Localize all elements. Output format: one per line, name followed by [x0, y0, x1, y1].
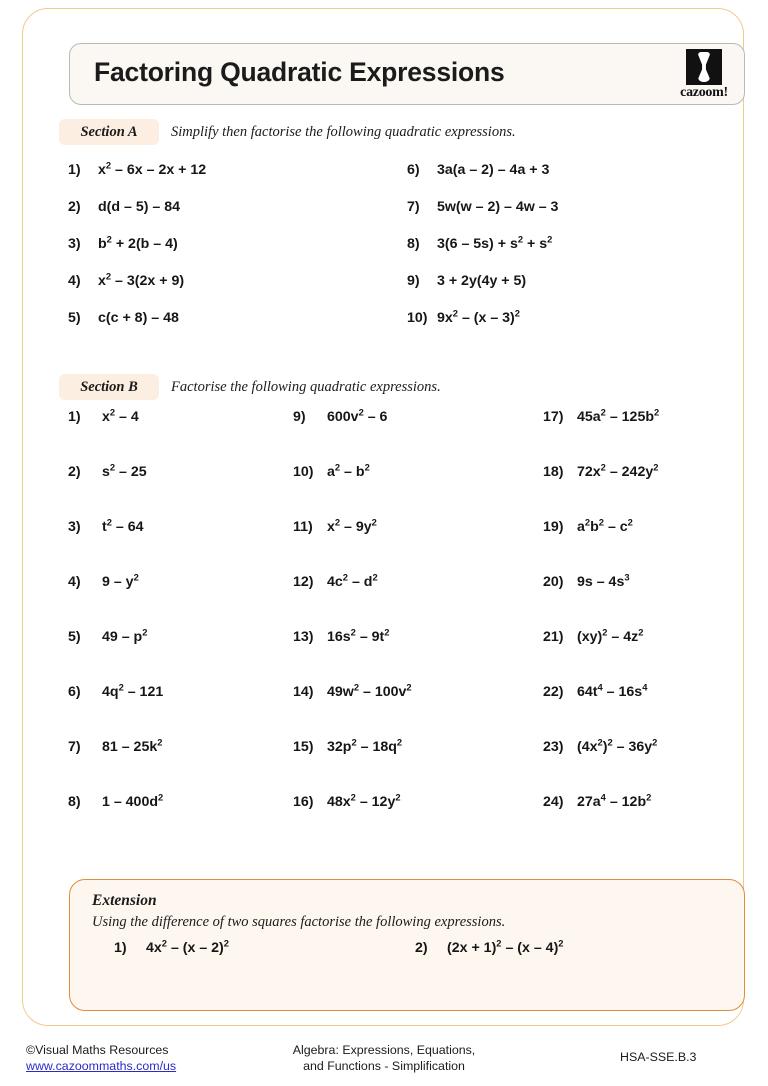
question-item	[543, 519, 633, 535]
question-item	[293, 574, 378, 590]
question-expression: $x^2 - 6x - 2x + 12$	[98, 160, 207, 178]
question-expression: $a^2 - b^2$	[327, 462, 370, 480]
question-number: 10)	[293, 464, 314, 480]
question-expression: $x^2 - 4$	[102, 407, 139, 425]
question-number: 6)	[68, 684, 81, 700]
question-expression: $(xy)^2 - 4z^2$	[577, 627, 644, 645]
page-footer	[0, 1038, 768, 1086]
question-expression: $4c^2 - d^2$	[327, 572, 378, 590]
question-item	[407, 236, 552, 252]
question-number: 19)	[543, 519, 564, 535]
question-number: 22)	[543, 684, 564, 700]
question-number: 1)	[68, 162, 81, 178]
question-item	[543, 409, 659, 425]
question-item	[293, 519, 377, 535]
question-number: 7)	[407, 199, 420, 215]
question-number: 4)	[68, 574, 81, 590]
question-number: 9)	[407, 273, 420, 289]
question-number: 5)	[68, 310, 81, 326]
section-b-label: Section B	[80, 379, 138, 395]
question-item	[68, 739, 162, 755]
section-a-instruction: Simplify then factorise the following quadratic expressions.	[171, 124, 516, 140]
question-expression: 3 + 2y(4y + 5)	[437, 273, 527, 289]
question-expression: $49 - p^2$	[102, 627, 148, 645]
question-expression: $72x^2 - 242y^2$	[577, 462, 659, 480]
question-item	[68, 409, 139, 425]
question-item	[68, 574, 139, 590]
question-item	[68, 629, 147, 645]
question-item	[68, 464, 147, 480]
cazoom-vase-logo-icon	[686, 49, 722, 85]
question-item	[407, 162, 549, 178]
question-item	[293, 409, 387, 425]
footer-topic-line-2: and Functions - Simplification	[303, 1059, 465, 1073]
question-number: 21)	[543, 629, 564, 645]
question-number: 8)	[68, 794, 81, 810]
question-item	[68, 162, 206, 178]
question-expression: $4x^2 - (x - 2)^2$	[146, 938, 229, 956]
question-item	[543, 684, 647, 700]
question-expression: $27a^4 - 12b^2$	[577, 792, 652, 810]
question-item	[68, 273, 184, 289]
question-number: 18)	[543, 464, 564, 480]
question-expression: $3(6 - 5s) + s^2 + s^2$	[437, 234, 553, 252]
question-item	[407, 310, 520, 326]
question-expression: 3a(a – 2) – 4a + 3	[437, 162, 550, 178]
worksheet-page	[22, 8, 744, 1026]
cazoom-logo	[676, 49, 732, 101]
question-number: 10)	[407, 310, 428, 326]
extension-question-1	[114, 940, 229, 956]
question-item	[293, 684, 412, 700]
question-expression: $x^2 - 3(2x + 9)$	[98, 271, 185, 289]
question-item	[543, 794, 651, 810]
question-expression: $81 - 25k^2$	[102, 737, 163, 755]
question-expression: $t^2 - 64$	[102, 517, 144, 535]
vase-shape	[698, 52, 710, 82]
question-number: 23)	[543, 739, 564, 755]
question-number: 17)	[543, 409, 564, 425]
question-number: 12)	[293, 574, 314, 590]
question-expression: $1 - 400d^2$	[102, 792, 164, 810]
question-number: 3)	[68, 519, 81, 535]
question-item	[68, 519, 144, 535]
question-expression: $9s - 4s^3$	[577, 572, 630, 590]
question-number: 7)	[68, 739, 81, 755]
footer-standard-code: HSA-SSE.B.3	[620, 1050, 697, 1064]
question-expression: $(2x + 1)^2 - (x - 4)^2$	[447, 938, 564, 956]
question-item	[293, 794, 401, 810]
question-item	[543, 574, 630, 590]
question-expression: c(c + 8) – 48	[98, 310, 179, 326]
question-item	[68, 236, 178, 252]
question-number: 3)	[68, 236, 81, 252]
question-item	[543, 629, 643, 645]
question-expression: $16s^2 - 9t^2$	[327, 627, 390, 645]
question-expression: $9x^2 - (x - 3)^2$	[437, 308, 520, 326]
question-number: 15)	[293, 739, 314, 755]
question-item	[68, 199, 180, 215]
question-item	[407, 273, 526, 289]
question-number: 24)	[543, 794, 564, 810]
page-title: Factoring Quadratic Expressions	[94, 57, 505, 87]
question-expression: $64t^4 - 16s^4$	[577, 682, 648, 700]
question-expression: $a^2b^2 - c^2$	[577, 517, 633, 535]
question-item	[543, 739, 657, 755]
question-item	[543, 464, 658, 480]
question-expression: $s^2 - 25$	[102, 462, 147, 480]
footer-copyright: ©Visual Maths Resources	[26, 1043, 169, 1057]
extension-panel	[69, 879, 745, 1011]
question-expression: $48x^2 - 12y^2$	[327, 792, 401, 810]
footer-topic-line-1: Algebra: Expressions, Equations,	[292, 1043, 476, 1057]
extension-instruction: Using the difference of two squares factorise the following expressions.	[92, 914, 506, 930]
question-number: 11)	[293, 519, 313, 535]
question-number: 1)	[68, 409, 81, 425]
question-number: 2)	[415, 940, 428, 956]
question-expression: $b^2 + 2(b - 4)$	[98, 234, 178, 252]
question-number: 1)	[114, 940, 127, 956]
question-number: 5)	[68, 629, 81, 645]
question-number: 16)	[293, 794, 314, 810]
question-item	[293, 464, 370, 480]
footer-credit	[26, 1042, 176, 1074]
question-expression: $32p^2 - 18q^2$	[327, 737, 403, 755]
question-expression: $600v^2 - 6$	[327, 407, 388, 425]
question-item	[293, 629, 390, 645]
question-expression: $4q^2 - 121$	[102, 682, 164, 700]
question-number: 4)	[68, 273, 81, 289]
question-expression: $9 - y^2$	[102, 572, 139, 590]
question-expression: d(d – 5) – 84	[98, 199, 181, 215]
question-number: 9)	[293, 409, 306, 425]
question-number: 8)	[407, 236, 420, 252]
footer-topic	[254, 1042, 514, 1074]
question-number: 14)	[293, 684, 314, 700]
question-item	[68, 310, 179, 326]
question-expression: $49w^2 - 100v^2$	[327, 682, 412, 700]
question-expression: $45a^2 - 125b^2$	[577, 407, 660, 425]
question-expression: $(4x^2)^2 - 36y^2$	[577, 737, 658, 755]
logo-wordmark: cazoom!	[680, 85, 728, 100]
section-a-label: Section A	[80, 124, 138, 140]
section-b-instruction: Factorise the following quadratic expressions.	[171, 379, 441, 395]
question-number: 13)	[293, 629, 314, 645]
question-number: 2)	[68, 464, 81, 480]
question-item	[293, 739, 402, 755]
extension-title: Extension	[92, 892, 157, 909]
question-expression: 5w(w – 2) – 4w – 3	[437, 199, 559, 215]
question-item	[68, 794, 163, 810]
footer-website-link[interactable]: www.cazoommaths.com/us	[26, 1059, 177, 1073]
title-banner	[69, 43, 745, 105]
question-expression: $x^2 - 9y^2$	[327, 517, 377, 535]
extension-question-2	[415, 940, 564, 956]
question-item	[407, 199, 558, 215]
question-number: 20)	[543, 574, 564, 590]
question-number: 6)	[407, 162, 420, 178]
question-item	[68, 684, 163, 700]
question-number: 2)	[68, 199, 81, 215]
